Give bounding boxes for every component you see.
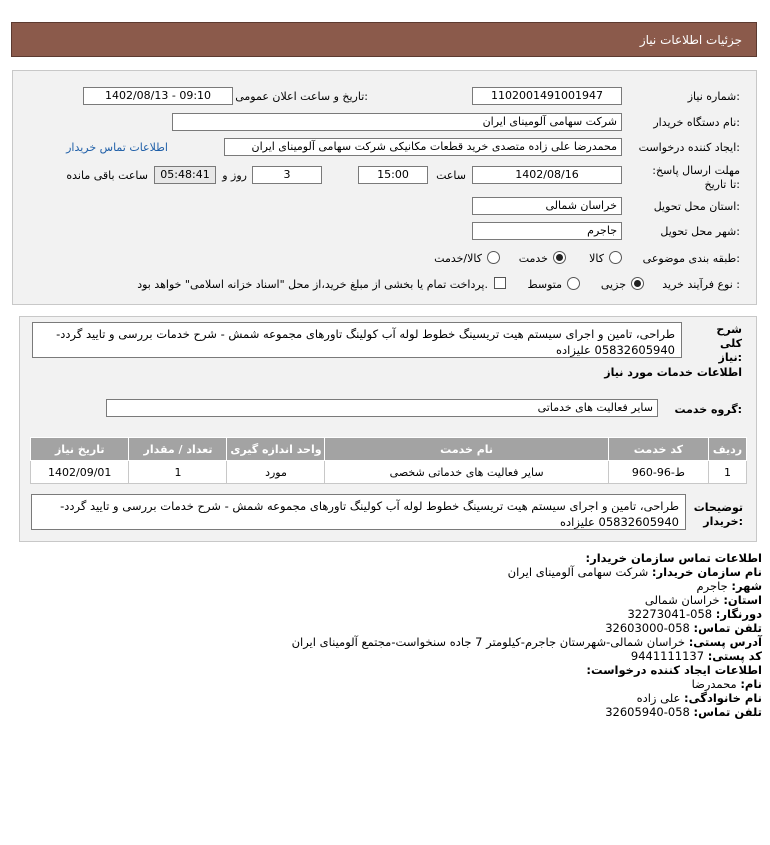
cell-unit: مورد: [227, 461, 325, 484]
remaining-time-field: 05:48:41: [154, 166, 216, 184]
contact-phone: 058-32603000: [605, 621, 690, 635]
payment-note: پرداخت تمام یا بخشی از مبلغ خرید،از محل "اسناد خزانه اسلامی" خواهد بود.: [137, 278, 488, 291]
creator-name: محمدرضا: [691, 677, 737, 691]
col-unit: واحد اندازه گیری: [227, 438, 325, 461]
need-info-panel: [12, 70, 757, 305]
col-service-name: نام خدمت: [325, 438, 608, 461]
creator-heading: اطلاعات ایجاد کننده درخواست:: [586, 663, 762, 677]
table-header-row: [31, 438, 747, 461]
days-field: 3: [252, 166, 322, 184]
contact-phone-label: تلفن تماس:: [693, 621, 762, 635]
city-label: شهر محل تحویل:: [660, 225, 740, 238]
days-label: روز و: [222, 169, 247, 182]
col-service-code: کد خدمت: [608, 438, 708, 461]
announce-label: تاریخ و ساعت اعلان عمومی:: [235, 90, 368, 103]
services-heading: اطلاعات خدمات مورد نیاز: [604, 366, 742, 379]
creator-family: علی زاده: [636, 691, 681, 705]
contact-province: خراسان شمالی: [644, 593, 720, 607]
contact-fax: 058-32273041: [627, 607, 713, 621]
contact-city: جاجرم: [696, 579, 728, 593]
contact-postal: 9441111137: [630, 649, 705, 663]
services-table: [30, 437, 747, 484]
contact-city-label: شهر:: [731, 579, 762, 593]
contact-org: شرکت سهامی آلومینای ایران: [507, 565, 649, 579]
process-radio-medium[interactable]: [567, 277, 580, 290]
creator-phone: 058-32605940: [605, 705, 690, 719]
buyer-notes-label: توضیحات خریدار:: [693, 501, 743, 528]
page-title: جزئیات اطلاعات نیاز: [639, 33, 742, 47]
cell-row: 1: [709, 461, 747, 484]
col-need-date: تاریخ نیاز: [31, 438, 129, 461]
city-field: جاجرم: [472, 222, 622, 240]
province-field: خراسان شمالی: [472, 197, 622, 215]
contact-postal-label: کد پستی:: [707, 649, 762, 663]
category-radio-service[interactable]: [553, 251, 566, 264]
requester-field: محمدرضا علی زاده متصدی خرید قطعات مکانیکی شرکت سهامی آلومینای ایران: [224, 138, 622, 156]
table-row: [31, 461, 747, 484]
announce-field: 1402/08/13 - 09:10: [83, 87, 233, 105]
contact-org-label: نام سازمان خریدار:: [651, 565, 762, 579]
requester-label: ایجاد کننده درخواست:: [638, 141, 740, 154]
contact-info: [42, 551, 762, 719]
deadline-label: مهلت ارسال پاسخ: تا تاریخ:: [652, 164, 740, 191]
creator-phone-label: تلفن تماس:: [693, 705, 762, 719]
contact-address: خراسان شمالی-شهرستان جاجرم-کیلومتر 7 جاده سنخواست-مجتمع آلومینای ایران: [291, 635, 686, 649]
contact-address-label: آدرس پستی:: [688, 635, 762, 649]
cell-service-name: سایر فعالیت های خدماتی شخصی: [325, 461, 608, 484]
creator-name-label: نام:: [740, 677, 762, 691]
process-label: نوع فرآیند خرید :: [662, 278, 740, 291]
process-radio-minor[interactable]: [631, 277, 644, 290]
buyer-notes-text: طراحی، تامین و اجرای سیستم هیت تریسینگ خطوط لوله آب کولینگ تاورهای مجموعه شمش - شرح خدمات بررسی و تایید گردد- 05832605940 علیزاده: [31, 494, 686, 530]
col-quantity: تعداد / مقدار: [129, 438, 227, 461]
category-radio-goods[interactable]: [609, 251, 622, 264]
service-group-field: سایر فعالیت های خدماتی: [106, 399, 658, 417]
contact-province-label: استان:: [723, 593, 762, 607]
deadline-date-field: 1402/08/16: [472, 166, 622, 184]
deadline-time-label: ساعت: [436, 169, 466, 182]
category-option-goods-service: کالا/خدمت: [434, 252, 482, 265]
cell-service-code: ط-96-960: [608, 461, 708, 484]
deadline-time-field: 15:00: [358, 166, 428, 184]
contact-fax-label: دورنگار:: [715, 607, 762, 621]
buyer-contact-link[interactable]: اطلاعات تماس خریدار: [66, 141, 168, 154]
remaining-label: ساعت باقی مانده: [66, 169, 148, 182]
need-number-field: 1102001491001947: [472, 87, 622, 105]
buyer-org-field: شرکت سهامی آلومینای ایران: [172, 113, 622, 131]
cell-quantity: 1: [129, 461, 227, 484]
buyer-org-label: نام دستگاه خریدار:: [653, 116, 740, 129]
service-group-label: گروه خدمت:: [674, 403, 742, 416]
province-label: استان محل تحویل:: [653, 200, 740, 213]
treasury-checkbox[interactable]: [494, 277, 506, 289]
category-option-goods: کالا: [589, 252, 604, 265]
page-header: [11, 22, 757, 57]
description-text: طراحی، تامین و اجرای سیستم هیت تریسینگ خطوط لوله آب کولینگ تاورهای مجموعه شمش - شرح خدمات بررسی و تایید گردد- 05832605940 علیزاده: [32, 322, 682, 358]
category-option-service: خدمت: [518, 252, 548, 265]
process-option-minor: جزیی: [600, 278, 626, 291]
process-option-medium: متوسط: [527, 278, 562, 291]
contact-heading: اطلاعات تماس سازمان خریدار:: [585, 551, 762, 565]
creator-family-label: نام خانوادگی:: [684, 691, 762, 705]
cell-need-date: 1402/09/01: [31, 461, 129, 484]
category-radio-goods-service[interactable]: [487, 251, 500, 264]
need-number-label: شماره نیاز:: [687, 90, 740, 103]
category-label: طبقه بندی موضوعی:: [642, 252, 740, 265]
description-label: شرح کلی نیاز:: [716, 323, 742, 364]
col-row: ردیف: [709, 438, 747, 461]
